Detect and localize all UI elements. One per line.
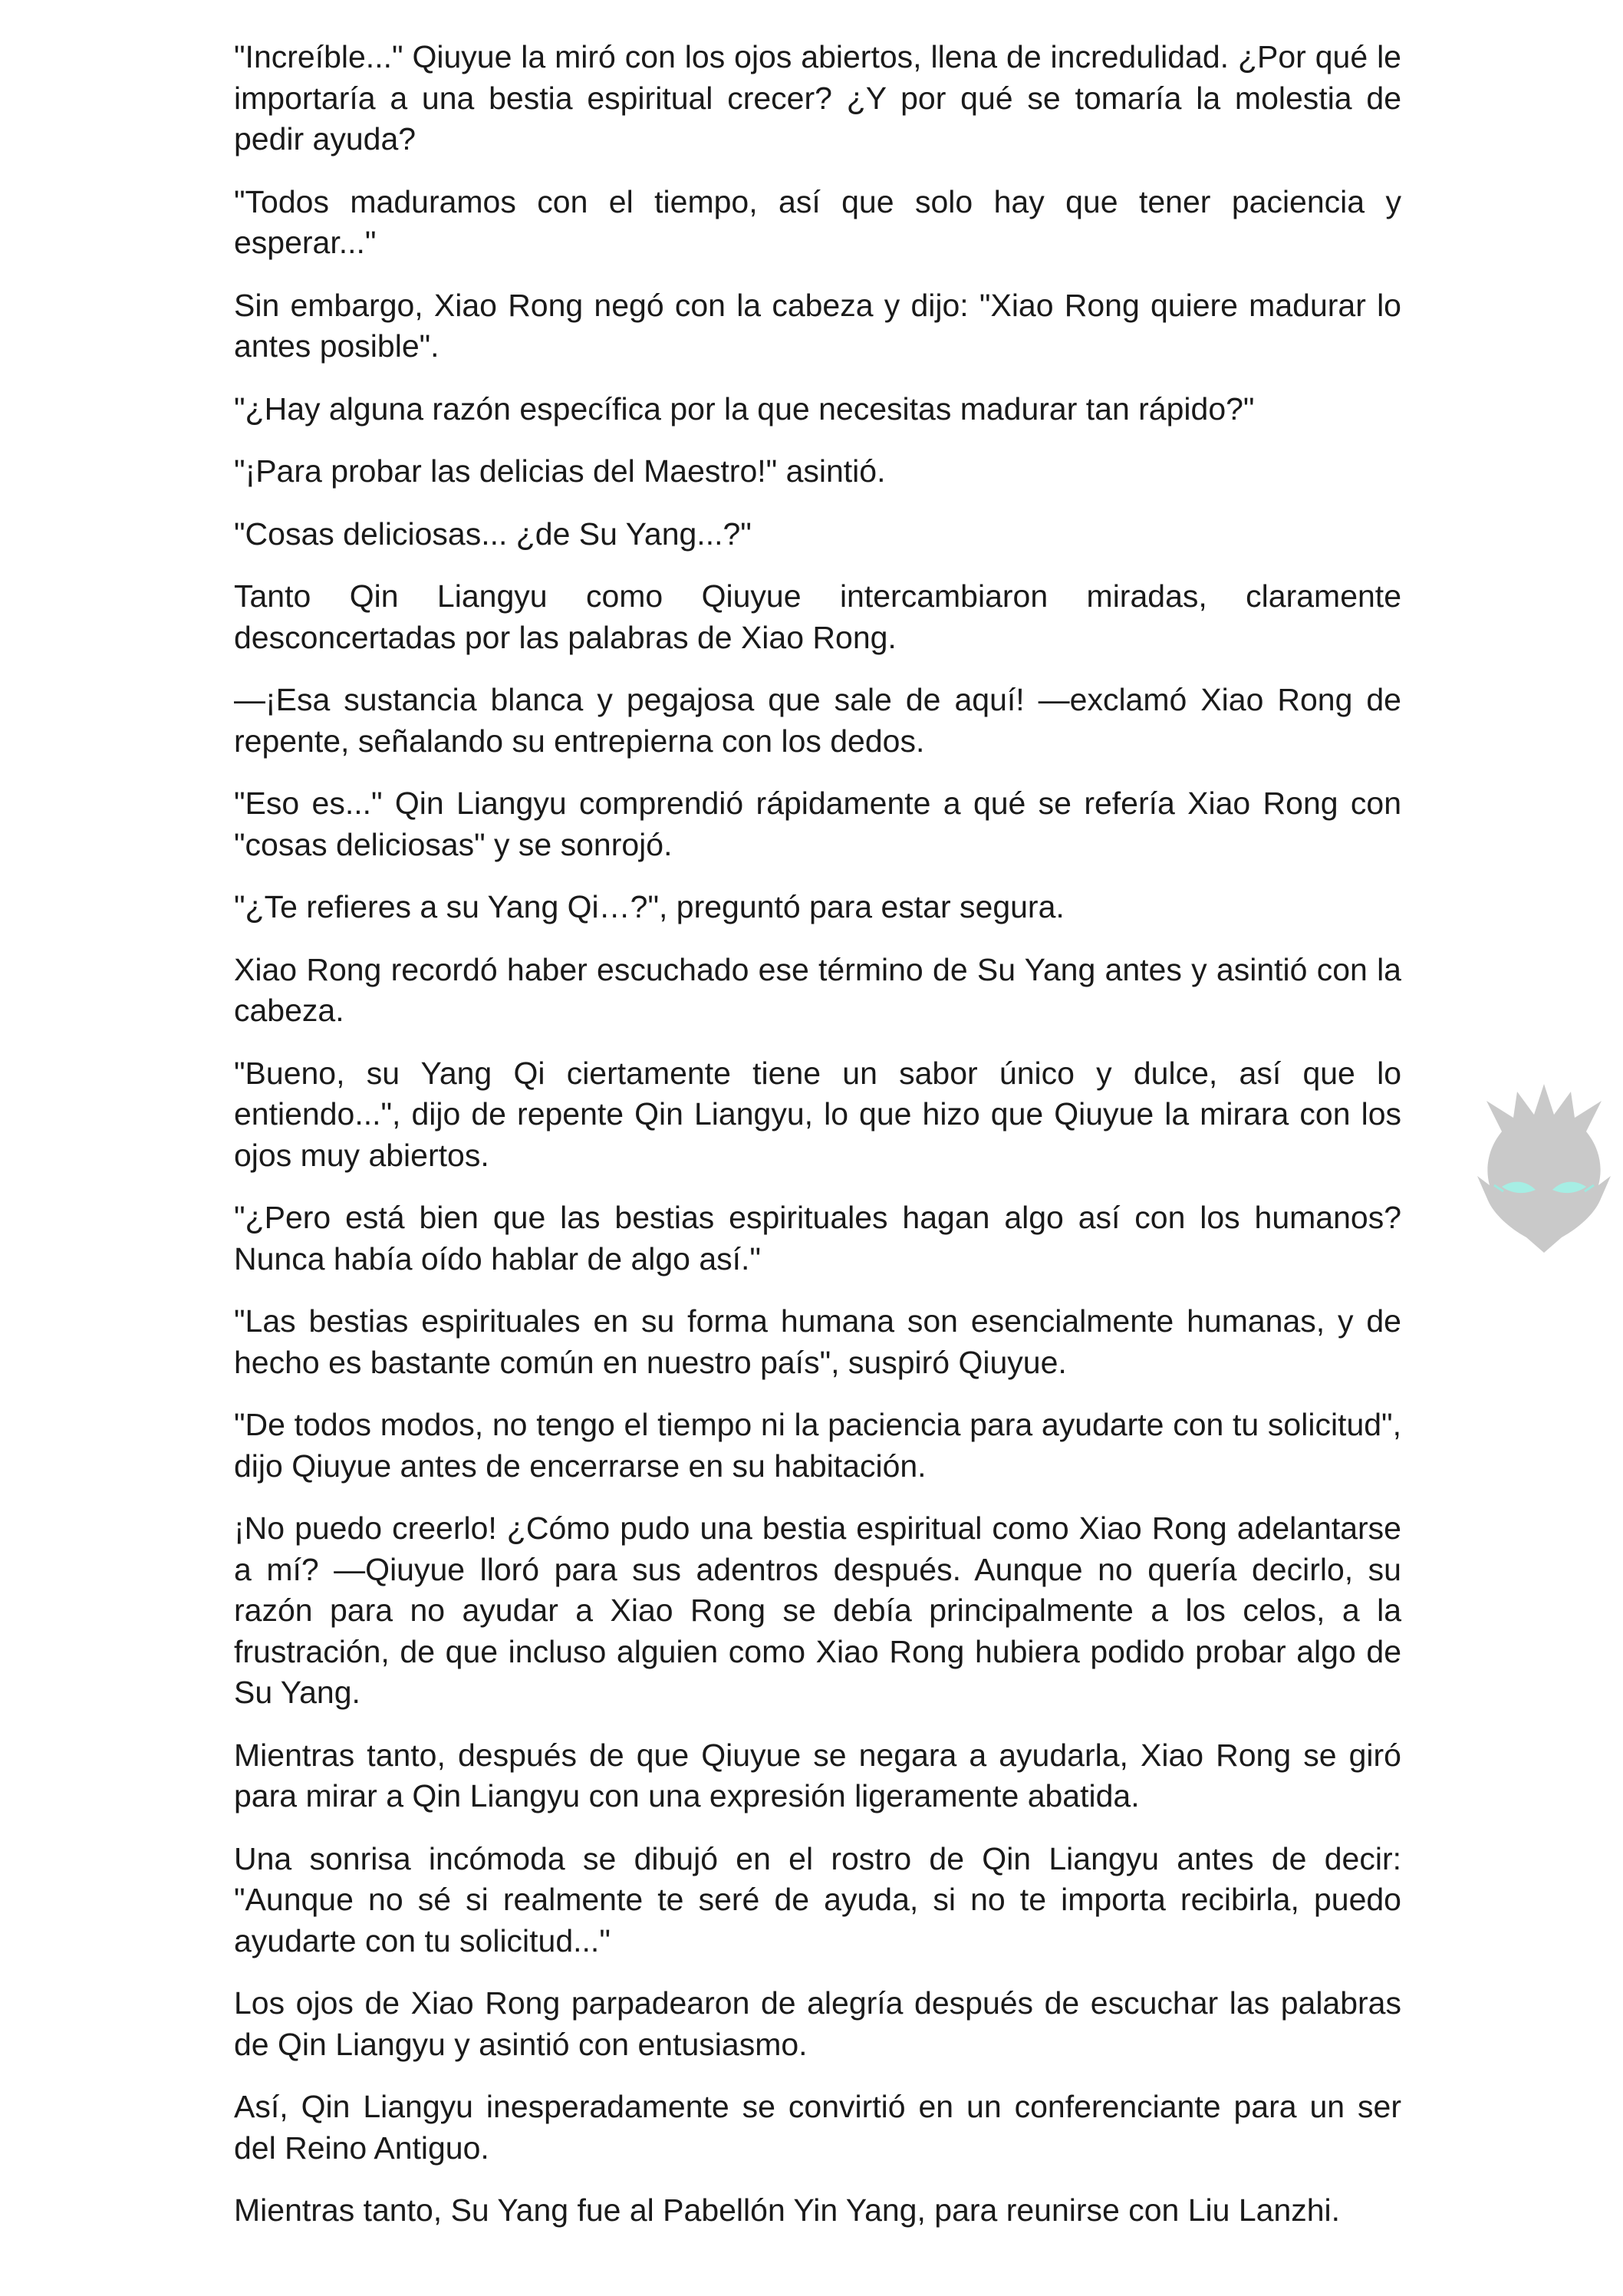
paragraph-2: "Todos maduramos con el tiempo, así que solo hay que tener paciencia y esperar..." <box>234 183 1401 260</box>
paragraph-16: ¡No puedo creerlo! ¿Cómo pudo una bestia espiritual como Xiao Rong adelantarse a mí? —Qiuyue lloró para sus adentros después. Aunque no quería decirlo, su razón para no ayudar a Xiao Rong se debía principalmente a los celos, a la frustración, de que incluso alguien como Xiao Rong hubiera podido probar algo de Su Yang. <box>234 1510 1401 1710</box>
paragraph-9: "Eso es..." Qin Liangyu comprendió rápidamente a qué se refería Xiao Rong con "cosas deliciosas" y se sonrojó. <box>234 786 1401 862</box>
paragraph-20: Así, Qin Liangyu inesperadamente se convirtió en un conferenciante para un ser del Reino Antiguo. <box>234 2089 1401 2166</box>
paragraph-11: Xiao Rong recordó haber escuchado ese término de Su Yang antes y asintió con la cabeza. <box>234 951 1401 1028</box>
paragraph-12: "Bueno, su Yang Qi ciertamente tiene un sabor único y dulce, así que lo entiendo...", dijo de repente Qin Liangyu, lo que hizo que Qiuyue la mirara con los ojos muy abiertos. <box>234 1055 1401 1173</box>
paragraph-3: Sin embargo, Xiao Rong negó con la cabeza y dijo: "Xiao Rong quiere madurar lo antes posible". <box>234 287 1401 364</box>
paragraph-13: "¿Pero está bien que las bestias espirituales hagan algo así con los humanos? Nunca había oído hablar de algo así." <box>234 1200 1401 1276</box>
paragraph-4: "¿Hay alguna razón específica por la que necesitas madurar tan rápido?" <box>234 390 1255 427</box>
paragraph-5: "¡Para probar las delicias del Maestro!" asintió. <box>234 453 886 489</box>
paragraph-7: Tanto Qin Liangyu como Qiuyue intercambiaron miradas, claramente desconcertadas por las palabras de Xiao Rong. <box>234 578 1401 655</box>
paragraph-15: "De todos modos, no tengo el tiempo ni la paciencia para ayudarte con tu solicitud", dijo Qiuyue antes de encerrarse en su habitación. <box>234 1407 1401 1484</box>
demon-head-icon <box>1471 1078 1617 1254</box>
paragraph-8: —¡Esa sustancia blanca y pegajosa que sale de aquí! —exclamó Xiao Rong de repente, señalando su entrepierna con los dedos. <box>234 682 1401 759</box>
paragraph-19: Los ojos de Xiao Rong parpadearon de alegría después de escuchar las palabras de Qin Liangyu y asintió con entusiasmo. <box>234 1985 1401 2062</box>
paragraph-10: "¿Te refieres a su Yang Qi…?", preguntó para estar segura. <box>234 889 1065 924</box>
paragraph-18: Una sonrisa incómoda se dibujó en el rostro de Qin Liangyu antes de decir: "Aunque no sé si realmente te seré de ayuda, si no te importa recibirla, puedo ayudarte con tu solicitud..." <box>234 1840 1401 1958</box>
paragraph-6: "Cosas deliciosas... ¿de Su Yang...?" <box>234 516 752 552</box>
paragraph-14: "Las bestias espirituales en su forma humana son esencialmente humanas, y de hecho es bastante común en nuestro país", suspiró Qiuyue. <box>234 1303 1401 1380</box>
document-body <box>234 37 1401 2253</box>
paragraph-17: Mientras tanto, después de que Qiuyue se negara a ayudarla, Xiao Rong se giró para mirar a Qin Liangyu con una expresión ligeramente abatida. <box>234 1737 1401 1813</box>
paragraph-1: "Increíble..." Qiuyue la miró con los ojos abiertos, llena de incredulidad. ¿Por qué le importaría a una bestia espiritual crecer? ¿Y por qué se tomaría la molestia de pedir ayuda? <box>234 39 1401 156</box>
watermark-head-shape <box>1477 1084 1611 1253</box>
paragraph-21: Mientras tanto, Su Yang fue al Pabellón Yin Yang, para reunirse con Liu Lanzhi. <box>234 2192 1341 2228</box>
